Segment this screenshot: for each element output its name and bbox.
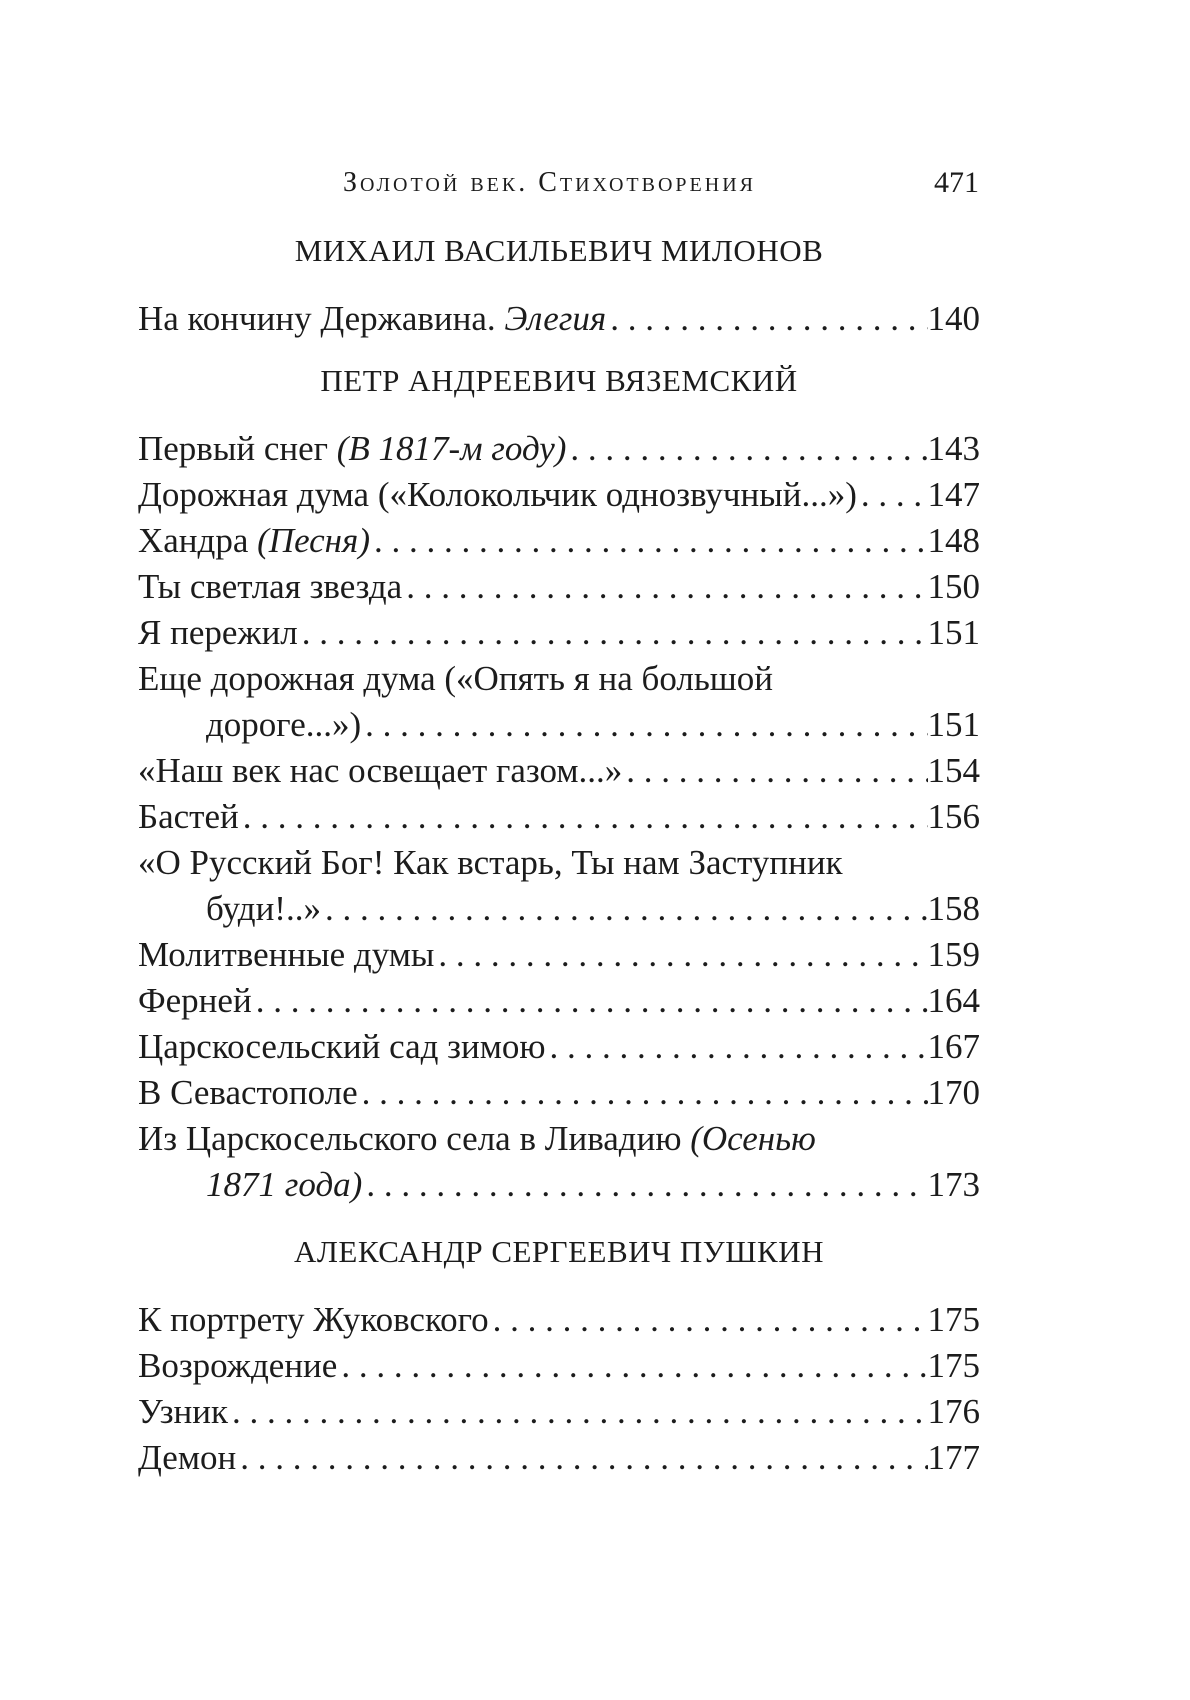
toc-entry[interactable]	[138, 426, 980, 472]
toc-section-milonov	[138, 228, 980, 342]
entry-title: В Севастополе	[138, 1073, 358, 1112]
entry-title: Ферней	[138, 981, 252, 1020]
entry-page: 148	[927, 521, 980, 560]
entry-title: На кончину Державина.	[138, 299, 496, 338]
author-heading: ПЕТР АНДРЕЕВИЧ ВЯЗЕМСКИЙ	[320, 363, 798, 398]
toc-entry[interactable]	[138, 564, 980, 610]
entry-page: 151	[927, 613, 980, 652]
entry-page: 177	[927, 1438, 980, 1477]
dot-leader	[857, 472, 928, 518]
entry-page: 175	[927, 1300, 980, 1339]
dot-leader	[236, 1435, 927, 1481]
dot-leader	[361, 702, 927, 748]
toc-entry[interactable]	[138, 656, 980, 748]
dot-leader	[402, 564, 927, 610]
entry-subtitle-line2: 1871 года)	[206, 1165, 363, 1204]
toc-entry[interactable]	[138, 1297, 980, 1343]
dot-leader	[252, 978, 928, 1024]
entry-page: 176	[927, 1392, 980, 1431]
entry-title: Бастей	[138, 797, 239, 836]
entry-title: Хандра	[138, 521, 249, 560]
entry-title-line2: буди!..»	[206, 889, 321, 928]
toc-entry[interactable]	[138, 1389, 980, 1435]
toc-entry[interactable]	[138, 932, 980, 978]
toc-entry[interactable]	[138, 1116, 980, 1208]
toc-section-pushkin	[138, 1229, 980, 1481]
dot-leader	[298, 610, 928, 656]
toc-entry[interactable]	[138, 748, 980, 794]
entry-page: 156	[927, 797, 980, 836]
entry-subtitle: (Песня)	[257, 521, 370, 560]
entry-page: 164	[927, 981, 980, 1020]
dot-leader	[362, 1162, 927, 1208]
entry-page: 170	[927, 1073, 980, 1112]
entry-title: Узник	[138, 1392, 228, 1431]
entry-title: Дорожная дума («Колокольчик однозвучный...»)	[138, 475, 857, 514]
dot-leader	[606, 296, 927, 342]
dot-leader	[489, 1297, 928, 1343]
entry-title: Я пережил	[138, 613, 298, 652]
toc-entry[interactable]	[138, 296, 980, 342]
entry-page: 167	[927, 1027, 980, 1066]
author-heading: МИХАИЛ ВАСИЛЬЕВИЧ МИЛОНОВ	[294, 233, 824, 268]
entry-title: Ты светлая звезда	[138, 567, 403, 606]
toc-section-vyazemsky	[138, 358, 980, 1208]
entry-title-line2: дороге...»)	[206, 705, 362, 744]
dot-leader	[239, 794, 928, 840]
entry-title: «Наш век нас освещает газом...»	[138, 751, 623, 790]
dot-leader	[358, 1070, 928, 1116]
author-heading: АЛЕКСАНДР СЕРГЕЕВИЧ ПУШКИН	[294, 1234, 824, 1269]
dot-leader	[622, 748, 927, 794]
entry-page: 159	[927, 935, 980, 974]
toc-entry[interactable]	[138, 472, 980, 518]
entry-title-line1: «О Русский Бог! Как встарь, Ты нам Заступник	[138, 843, 843, 882]
dot-leader	[370, 518, 928, 564]
entry-title: К портрету Жуковского	[138, 1300, 489, 1339]
entry-title: Молитвенные думы	[138, 935, 435, 974]
entry-page: 154	[927, 751, 980, 790]
page-number: 471	[934, 166, 979, 199]
entry-title-line1: Из Царскосельского села в Ливадию	[138, 1119, 682, 1158]
dot-leader	[546, 1024, 928, 1070]
dot-leader	[321, 886, 928, 932]
entry-page: 143	[927, 429, 980, 468]
toc-entry[interactable]	[138, 794, 980, 840]
toc-entry[interactable]	[138, 1343, 980, 1389]
entry-subtitle-line1: (Осенью	[690, 1119, 816, 1158]
entry-title: Возрождение	[138, 1346, 338, 1385]
entry-title: Первый снег	[138, 429, 328, 468]
running-head	[0, 163, 1190, 203]
toc-entry[interactable]	[138, 978, 980, 1024]
toc-entry[interactable]	[138, 1070, 980, 1116]
entry-subtitle: (В 1817-м году)	[336, 429, 567, 468]
dot-leader	[228, 1389, 928, 1435]
entry-page: 147	[927, 475, 980, 514]
toc-entry[interactable]	[138, 840, 980, 932]
dot-leader	[566, 426, 927, 472]
entry-page: 175	[927, 1346, 980, 1385]
entry-page: 158	[927, 889, 980, 928]
entry-title: Демон	[138, 1438, 237, 1477]
toc-entry[interactable]	[138, 1024, 980, 1070]
dot-leader	[434, 932, 927, 978]
entry-page: 151	[927, 705, 980, 744]
entry-page: 140	[927, 299, 980, 338]
entry-page: 150	[927, 567, 980, 606]
toc-entry[interactable]	[138, 1435, 980, 1481]
dot-leader	[337, 1343, 927, 1389]
toc-entry[interactable]	[138, 610, 980, 656]
entry-page: 173	[927, 1165, 980, 1204]
entry-title-line1: Еще дорожная дума («Опять я на большой	[138, 659, 773, 698]
entry-title: Царскосельский сад зимою	[138, 1027, 546, 1066]
entry-subtitle: Элегия	[504, 299, 607, 338]
toc-entry[interactable]	[138, 518, 980, 564]
running-head-title: Золотой век. Стихотворения	[343, 167, 756, 198]
